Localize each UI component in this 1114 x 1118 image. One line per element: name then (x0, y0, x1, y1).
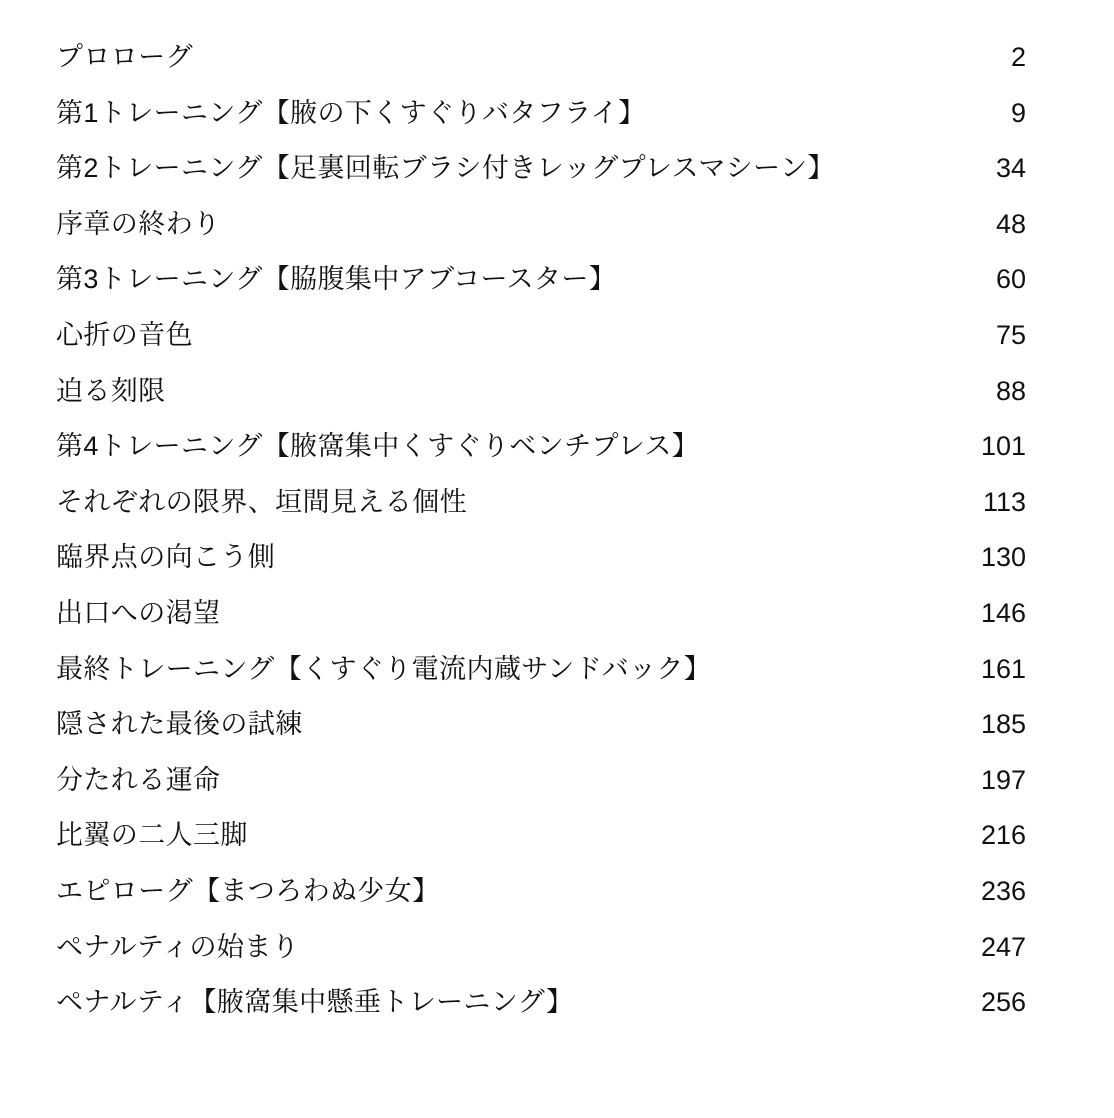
toc-entry-title: 臨界点の向こう側 (56, 542, 276, 573)
toc-entry-page: 236 (980, 875, 1026, 906)
toc-entry[interactable] (56, 975, 1026, 1031)
toc-entry[interactable] (56, 141, 1026, 197)
toc-entry-title: 最終トレーニング【くすぐり電流内蔵サンドバック】 (56, 653, 712, 684)
toc-entry-title: 第2トレーニング【足裏回転ブラシ付きレッグプレスマシーン】 (56, 153, 835, 184)
toc-entry-page: 185 (980, 709, 1026, 740)
toc-entry-page: 130 (980, 542, 1026, 573)
toc-entry[interactable] (56, 252, 1026, 308)
toc-entry-page: 256 (980, 987, 1026, 1018)
toc-entry[interactable] (56, 197, 1026, 253)
toc-entry[interactable] (56, 530, 1026, 586)
toc-entry[interactable] (56, 364, 1026, 420)
toc-entry-page: 197 (980, 764, 1026, 795)
toc-entry[interactable] (56, 920, 1026, 976)
toc-entry-title: エピローグ【まつろわぬ少女】 (56, 875, 440, 906)
toc-entry-page: 247 (980, 931, 1026, 962)
toc-entry[interactable] (56, 86, 1026, 142)
toc-entry-title: ペナルティ【腋窩集中懸垂トレーニング】 (56, 987, 574, 1018)
toc-entry[interactable] (56, 475, 1026, 531)
toc-entry-title: ペナルティの始まり (56, 931, 300, 962)
toc-entry-page: 101 (980, 431, 1026, 462)
toc-entry-page: 161 (980, 653, 1026, 684)
toc-entry-title: 分たれる運命 (56, 764, 221, 795)
toc-entry-title: 心折の音色 (56, 319, 193, 350)
toc-entry[interactable] (56, 308, 1026, 364)
toc-entry[interactable] (56, 642, 1026, 698)
toc-entry-page: 113 (982, 486, 1026, 517)
toc-entry[interactable] (56, 30, 1026, 86)
toc-entry-title: プロローグ (56, 42, 193, 72)
toc-entry[interactable] (56, 808, 1026, 864)
toc-entry-page: 216 (980, 820, 1026, 851)
toc-entry-title: 第1トレーニング【腋の下くすぐりバタフライ】 (56, 97, 646, 128)
toc-entry-page: 75 (995, 319, 1026, 350)
toc-entry-title: 比翼の二人三脚 (56, 820, 248, 851)
toc-entry[interactable] (56, 864, 1026, 920)
toc-entry-title: それぞれの限界、垣間見える個性 (56, 486, 467, 517)
toc-entry-page: 48 (995, 208, 1026, 239)
toc-entry[interactable] (56, 586, 1026, 642)
toc-entry-page: 9 (1010, 97, 1026, 128)
toc-entry-title: 序章の終わり (56, 208, 221, 239)
toc-entry-title: 第4トレーニング【腋窩集中くすぐりベンチプレス】 (56, 431, 700, 462)
toc-entry[interactable] (56, 697, 1026, 753)
toc-entry-title: 迫る刻限 (56, 375, 166, 406)
toc-entry-page: 34 (995, 153, 1026, 184)
toc-entry-page: 60 (995, 264, 1026, 295)
toc-entry[interactable] (56, 419, 1026, 475)
toc-entry-page: 146 (980, 597, 1026, 628)
toc-entry-page: 88 (995, 375, 1026, 406)
toc-entry-title: 第3トレーニング【脇腹集中アブコースター】 (56, 264, 617, 295)
toc-entry-title: 隠された最後の試練 (56, 709, 303, 740)
toc-entry-title: 出口への渇望 (56, 597, 221, 628)
toc-entry-page: 2 (1010, 42, 1026, 72)
toc-entry[interactable] (56, 753, 1026, 809)
